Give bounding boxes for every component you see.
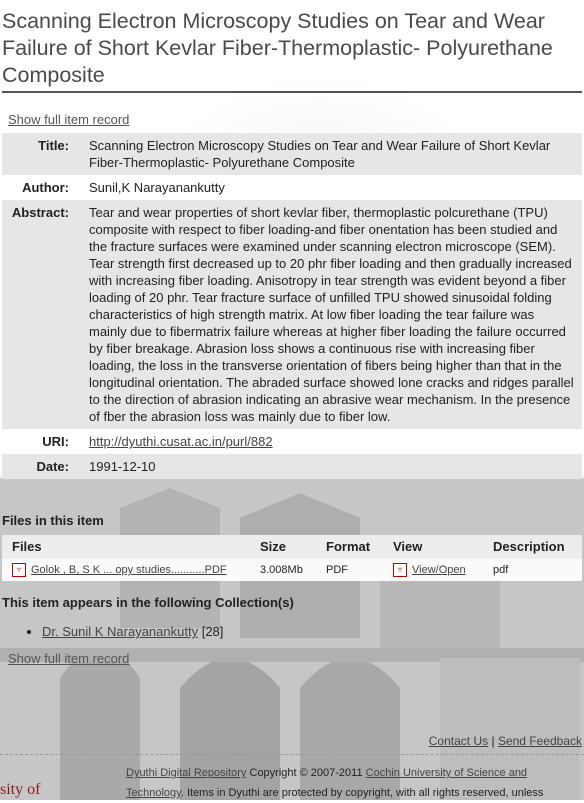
metadata-row-abstract: [2, 200, 582, 429]
repository-link[interactable]: Dyuthi Digital Repository: [126, 767, 247, 779]
files-col-description: Description: [493, 539, 565, 554]
abstract-label: Abstract:: [11, 205, 69, 220]
metadata-row-date: [2, 454, 582, 479]
files-col-view: View: [393, 539, 423, 554]
file-description: pdf: [493, 564, 509, 576]
show-full-record-link-bottom[interactable]: Show full item record: [8, 651, 130, 666]
date-label: Date:: [36, 459, 69, 474]
university-logo-text: sity of: [0, 781, 41, 798]
collections-list: [42, 624, 584, 639]
metadata-table: [2, 133, 582, 479]
files-col-format: Format: [326, 539, 371, 554]
pdf-icon[interactable]: ▿: [12, 563, 26, 577]
page-title: Scanning Electron Microscopy Studies on Tear and Wear Failure of Short Kevlar Fiber-Thermoplastic- Polyurethane Composite: [2, 9, 553, 87]
contact-us-link[interactable]: Contact Us: [428, 734, 489, 748]
view-open-link[interactable]: View/Open: [412, 564, 466, 576]
file-name-link[interactable]: Golok , B, S K ... opy studies...........PDF: [31, 564, 227, 576]
uri-link[interactable]: http://dyuthi.cusat.ac.in/purl/882: [89, 434, 273, 449]
files-col-size: Size: [260, 539, 287, 554]
list-item: [42, 624, 584, 639]
uri-label: URI:: [42, 434, 69, 449]
collections-heading: This item appears in the following Collection(s): [2, 595, 294, 610]
files-header-row: [2, 535, 582, 559]
author-label: Author:: [22, 180, 69, 195]
files-col-name: Files: [12, 539, 42, 554]
metadata-row-uri: [2, 429, 582, 454]
rights-text: . Items in Dyuthi are protected by copyright, with all rights reserved, unless: [180, 787, 544, 799]
file-size: 3.008Mb: [260, 564, 303, 576]
title-label: Title:: [38, 138, 69, 153]
collection-link[interactable]: Dr. Sunil K Narayanankutty: [42, 624, 199, 639]
pdf-icon[interactable]: ▿: [393, 563, 407, 577]
metadata-row-author: [2, 175, 582, 200]
date-value: 1991-12-10: [89, 459, 156, 474]
show-full-record-link-top[interactable]: Show full item record: [8, 112, 130, 127]
files-table: [2, 535, 582, 581]
files-heading: Files in this item: [2, 513, 104, 528]
author-value: Sunil,K Narayanankutty: [89, 180, 225, 195]
send-feedback-link[interactable]: Send Feedback: [497, 734, 582, 748]
abstract-value: Tear and wear properties of short kevlar fiber, thermoplastic polcurethane (TPU) composite with respect to fiber loading-and fiber onentation has been studied and the fracture surfaces were examined under scanning electron microscope (SEM). Tear strength first decreased up to 20 phr fiber loading and then gradually increased with increasing fiber loading. Anisotropy in tear strength was evident beyond a fiber loading of 20 phr. Tear fracture surface of unfilled TPU showed sinusoidal folding characteristics of high strength matrix. At low fiber loading the tear failure was mainly due to fibermatrix failure whereas at higher fiber loading the failure occurred by fiber breakage. Abrasion loss shows a continuous rise with increasing fiber loading, the loss in the transverse orientation of fibers being higher than that in the longitudinal orientation. The abraded surface showed lone cracks and ridges parallel to the direction of abrasion indicating an abrasive wear mechanism. In the presence of fber the abrasion loss was mainly due to fiber low.: [89, 205, 574, 424]
footer-separator: |: [491, 734, 495, 748]
file-format: PDF: [326, 564, 348, 576]
footer-copyright: [126, 763, 556, 803]
copyright-text: Copyright © 2007-2011: [246, 767, 366, 779]
title-divider: [2, 91, 582, 93]
collection-count: [28]: [201, 624, 224, 639]
footer-links: [429, 734, 582, 748]
university-link[interactable]: Cochin University of Science and Technology: [126, 767, 528, 799]
table-row: [2, 559, 582, 581]
metadata-row-title: [2, 133, 582, 175]
footer-divider: [0, 754, 584, 755]
title-value: Scanning Electron Microscopy Studies on Tear and Wear Failure of Short Kevlar Fiber-Thermoplastic- Polyurethane Composite: [89, 138, 551, 170]
